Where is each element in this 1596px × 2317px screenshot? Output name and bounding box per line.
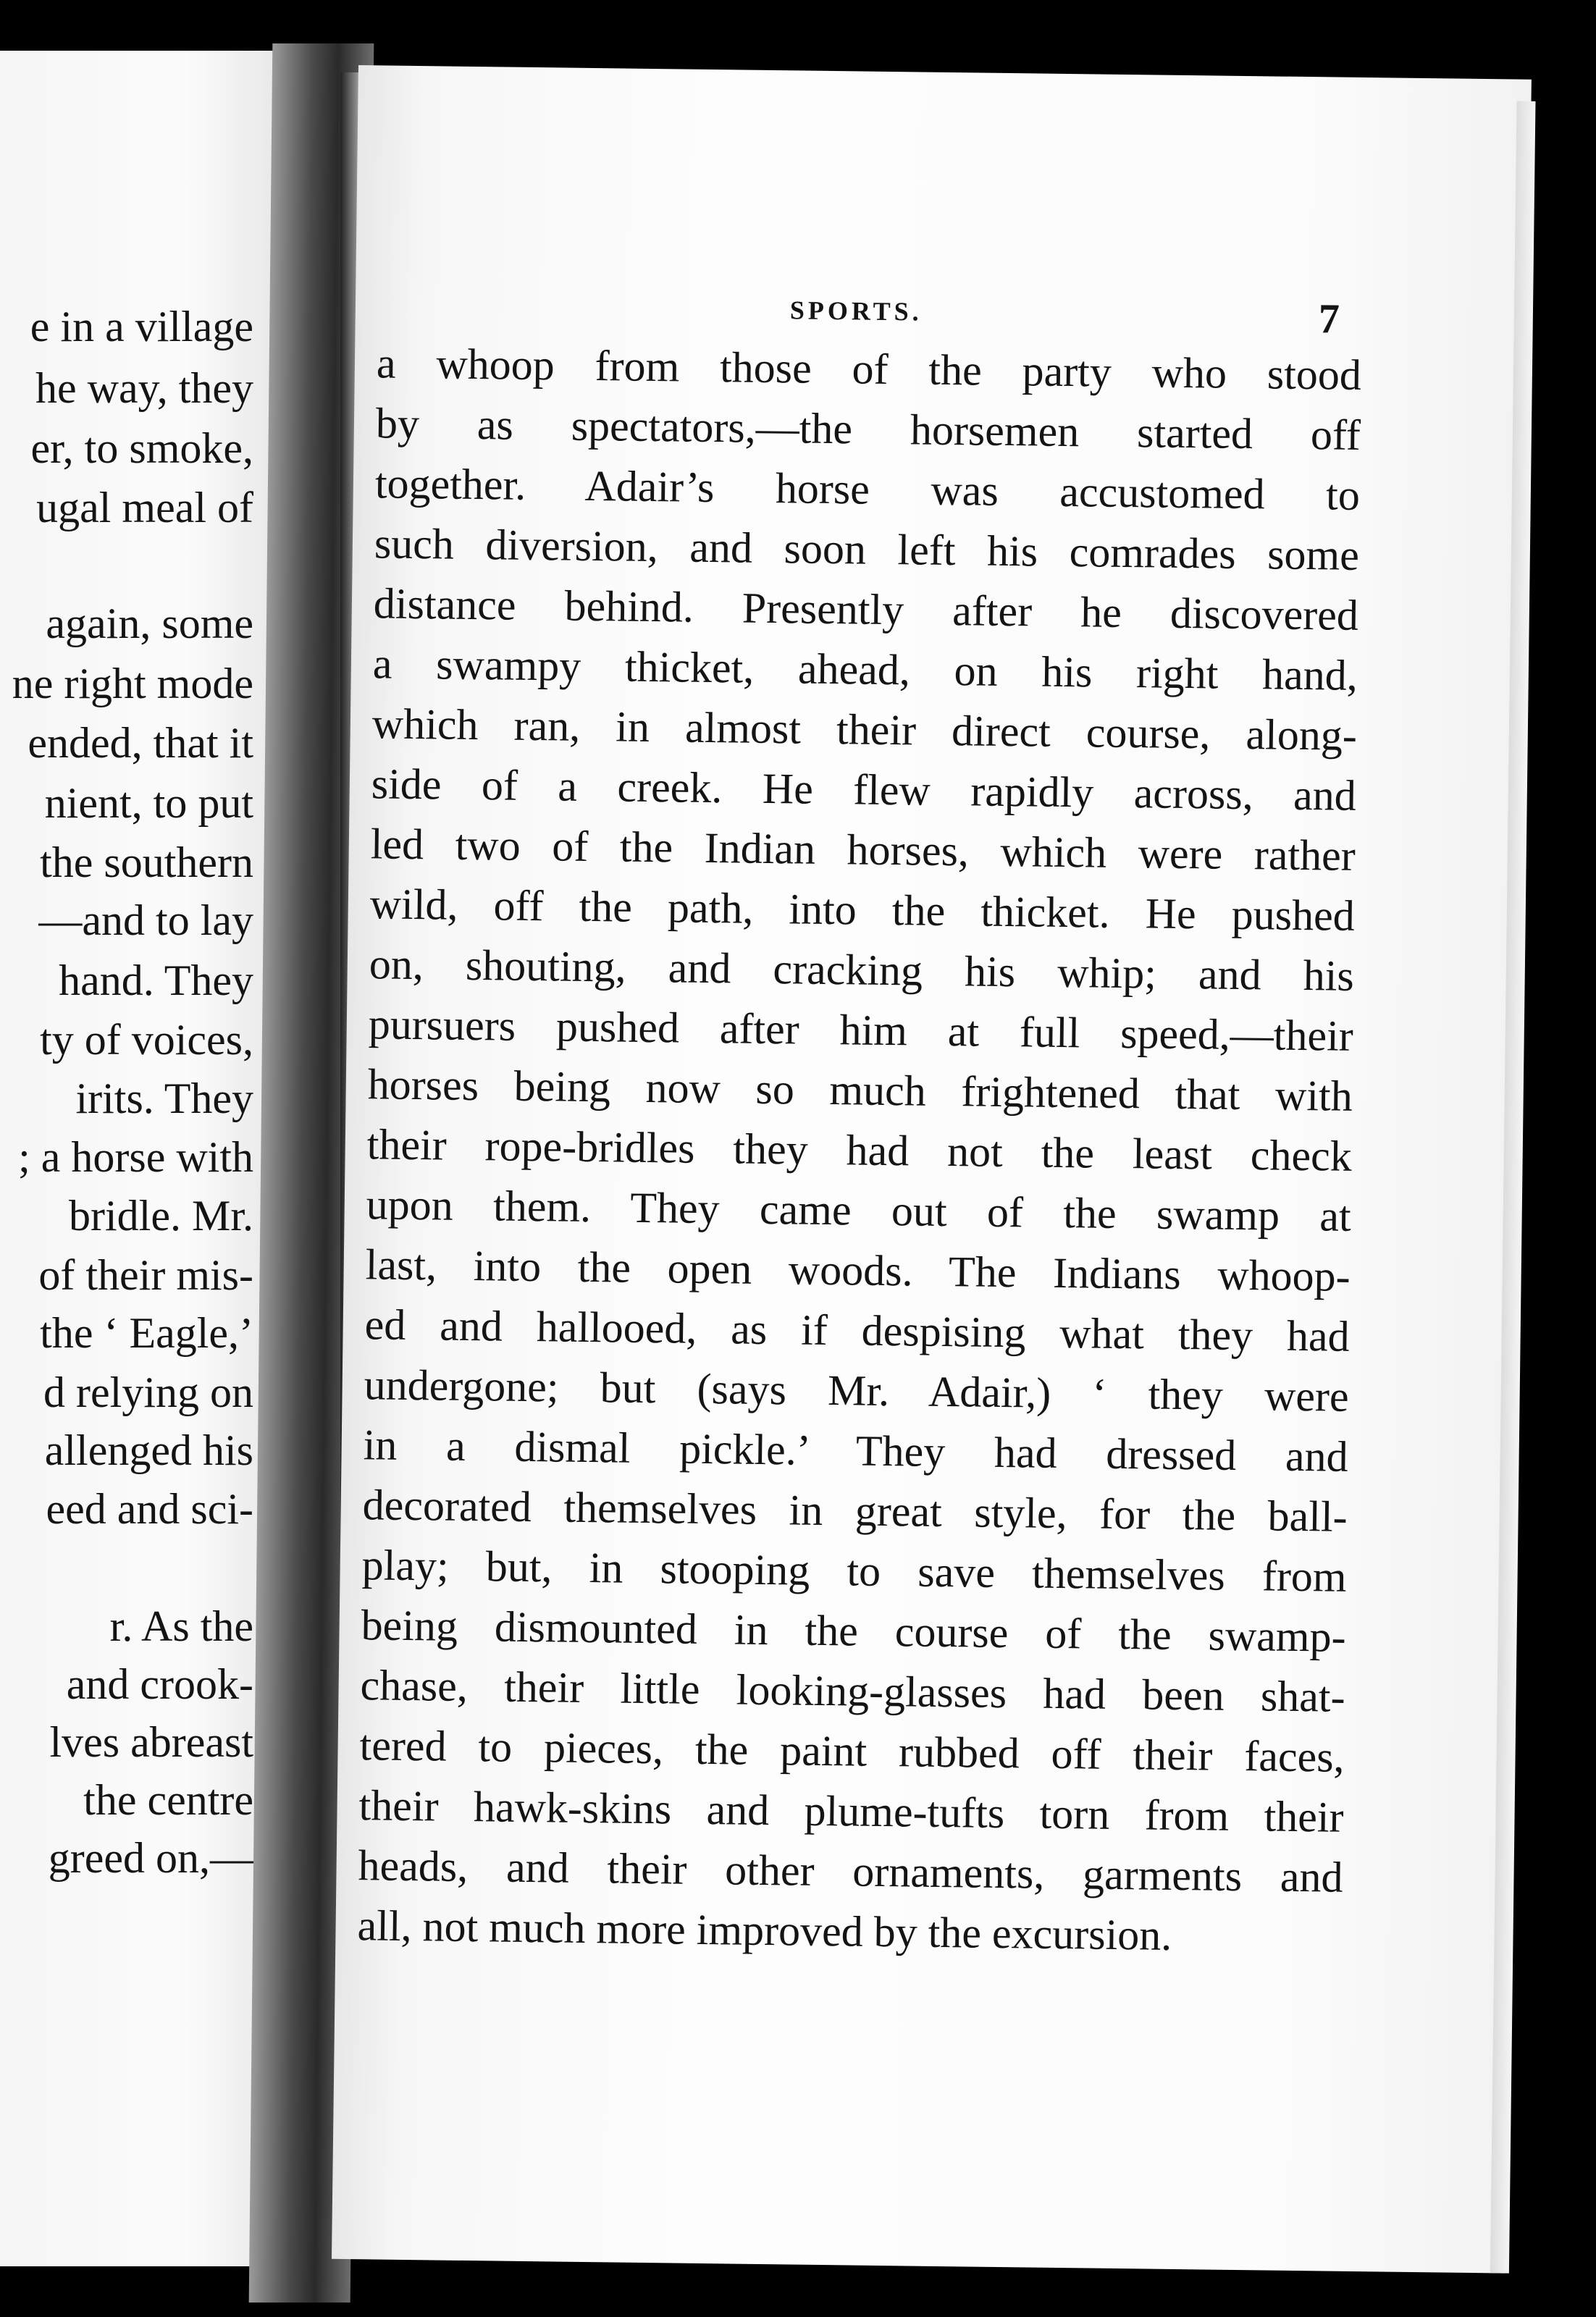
text-line: heads, and their other ornaments, garments and <box>358 1841 1343 1901</box>
text-line: wild, off the path, into the thicket. He pushed <box>369 880 1356 940</box>
text-line: side of a creek. He flew rapidly across, and <box>371 760 1357 820</box>
left-text-line: bridle. Mr. <box>69 1192 253 1240</box>
left-text-line: e in a village <box>30 303 253 350</box>
text-line: tered to pieces, the paint rubbed off their faces, <box>359 1721 1345 1781</box>
right-page <box>332 65 1532 2274</box>
left-text-line: again, some <box>46 600 253 647</box>
text-line: pursuers pushed after him at full speed,—their <box>368 1000 1354 1060</box>
left-text-line: he way, they <box>35 364 253 412</box>
left-text-line: greed on,— <box>48 1834 253 1882</box>
left-text-line: the centre <box>83 1776 253 1824</box>
text-line: in a dismal pickle.’ They had dressed and <box>363 1421 1349 1481</box>
text-line: a whoop from those of the party who stood <box>376 339 1362 399</box>
left-text-line: the ‘ Eagle,’ <box>40 1309 253 1357</box>
left-text-line: ugal meal of <box>36 484 253 531</box>
left-text-line: eed and sci- <box>46 1485 253 1533</box>
text-line: such diversion, and soon left his comrades some <box>374 519 1360 579</box>
text-line: which ran, in almost their direct course, along- <box>371 699 1358 760</box>
left-text-line: —and to lay <box>38 896 253 944</box>
text-line: their rope-bridles they had not the least check <box>366 1120 1353 1180</box>
running-head: SPORTS. <box>789 295 923 327</box>
body-text <box>357 333 1361 1967</box>
left-text-line: the southern <box>40 838 253 886</box>
text-line: play; but, in stooping to save themselves from <box>361 1541 1347 1601</box>
text-line: last, into the open woods. The Indians whoop- <box>365 1240 1351 1300</box>
text-line: chase, their little looking-glasses had been shat- <box>360 1661 1345 1721</box>
left-text-line: d relying on <box>43 1368 253 1416</box>
left-text-line: of their mis- <box>38 1251 253 1299</box>
text-line: decorated themselves in great style, for the ball- <box>362 1481 1348 1541</box>
text-line: undergone; but (says Mr. Adair,) ‘ they were <box>364 1361 1350 1421</box>
left-text-line: nient, to put <box>44 779 253 827</box>
text-line: led two of the Indian horses, which were rather <box>370 820 1356 880</box>
left-text-line: er, to smoke, <box>30 424 253 472</box>
left-text-line: allenged his <box>44 1426 253 1474</box>
left-text-line: ended, that it <box>28 719 253 767</box>
left-text-line: r. As the <box>109 1602 253 1650</box>
text-line: upon them. They came out of the swamp at <box>366 1180 1352 1240</box>
left-text-line: ne right mode <box>12 660 253 707</box>
text-line: ed and hallooed, as if despising what they had <box>364 1300 1351 1361</box>
text-line: horses being now so much frightened that with <box>367 1060 1353 1120</box>
text-line: a swampy thicket, ahead, on his right hand, <box>372 639 1358 699</box>
left-text-line: hand. They <box>59 956 253 1004</box>
left-text-line: and crook- <box>66 1660 253 1708</box>
text-line: on, shouting, and cracking his whip; and his <box>369 940 1355 1000</box>
left-text-line: ; a horse with <box>18 1133 253 1181</box>
left-text-line: lves abreast <box>49 1718 253 1766</box>
text-line: together. Adair’s horse was accustomed to <box>374 459 1361 519</box>
text-line: all, not much more improved by the excursion. <box>357 1901 1172 1959</box>
text-line: being dismounted in the course of the swamp- <box>361 1601 1346 1661</box>
text-line: their hawk-skins and plume-tufts torn from their <box>358 1781 1344 1841</box>
text-line: distance behind. Presently after he discovered <box>373 579 1359 639</box>
text-line: by as spectators,—the horsemen started off <box>375 399 1361 459</box>
left-text-line: ty of voices, <box>40 1016 253 1064</box>
page-number: 7 <box>1318 295 1340 342</box>
left-text-line: irits. They <box>75 1075 253 1122</box>
